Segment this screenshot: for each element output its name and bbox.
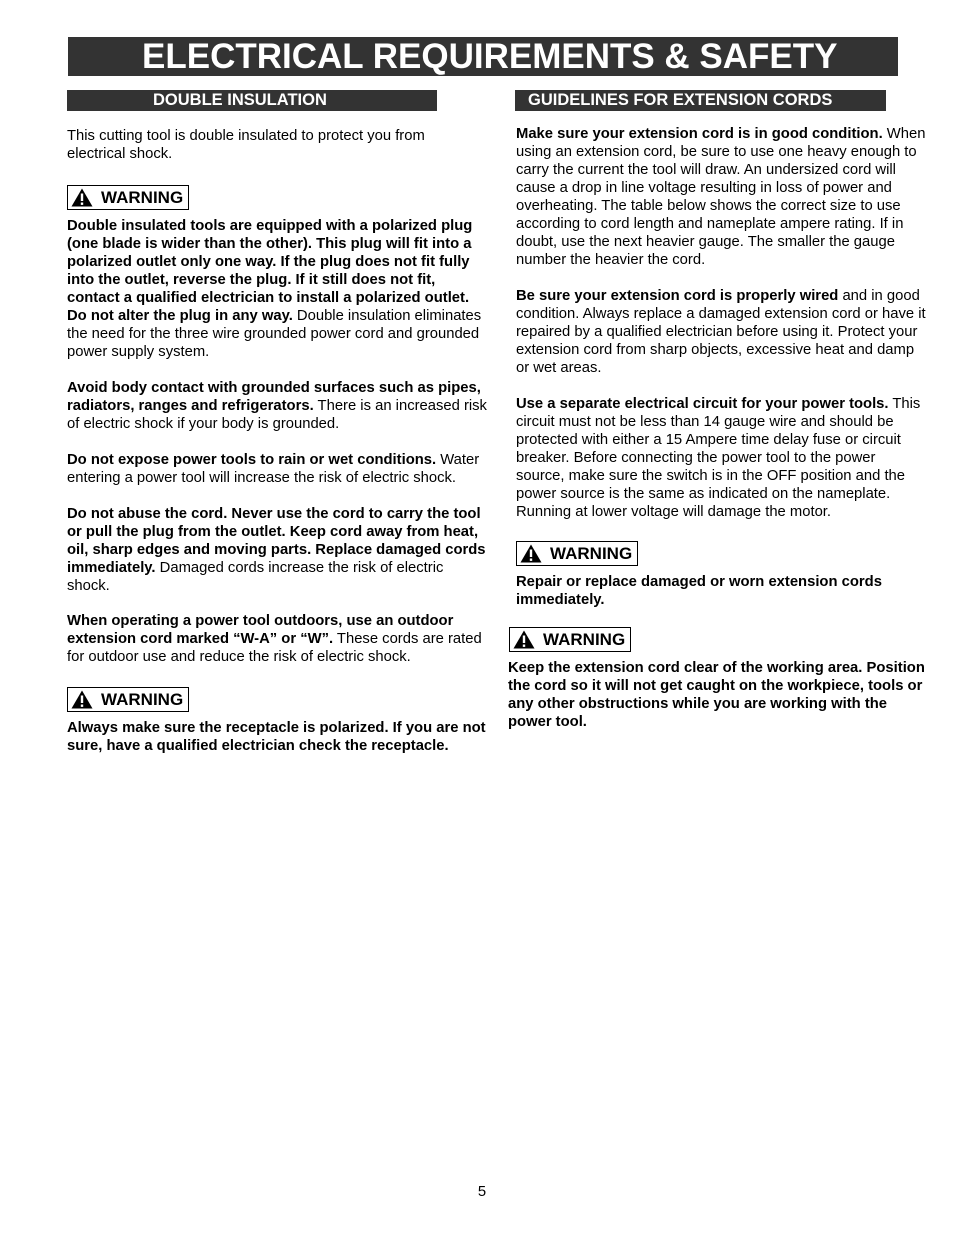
warning-label-text: WARNING xyxy=(550,544,633,563)
page-title: ELECTRICAL REQUIREMENTS & SAFETY xyxy=(68,37,898,76)
separate-circuit-bold: Use a separate electrical circuit for your power tools. xyxy=(516,396,889,412)
warning-triangle-icon xyxy=(71,690,93,709)
polarized-plug-text: Double insulation eliminates the need for the three wire grounded power cord and grounded power supply system. xyxy=(67,308,482,360)
damaged-cords-warning-text: Repair or replace damaged or worn extension cords immediately. xyxy=(516,574,882,608)
outdoor-cord-bold: When operating a power tool outdoors, use an outdoor extension cord marked “W-A” or “W”. xyxy=(67,613,454,647)
warning-label-text: WARNING xyxy=(543,630,626,649)
polarized-plug-paragraph xyxy=(67,217,487,361)
warning-label-box xyxy=(516,541,638,566)
outdoor-cord-text: These cords are rated for outdoor use and reduce the risk of electric shock. xyxy=(67,631,482,665)
cord-clear-warning-text: Keep the extension cord clear of the working area. Position the cord so it will not get caught on the workpiece, tools or any other obstructions while you are working with the power tool. xyxy=(508,660,925,730)
cord-condition-bold: Make sure your extension cord is in good condition. xyxy=(516,126,883,142)
cord-abuse-paragraph xyxy=(67,505,487,595)
warning-triangle-icon xyxy=(513,630,535,649)
cord-wiring-bold: Be sure your extension cord is properly wired xyxy=(516,288,839,304)
grounded-surfaces-paragraph xyxy=(67,379,487,433)
cord-condition-paragraph xyxy=(516,125,928,269)
outdoor-cord-paragraph xyxy=(67,612,487,666)
cord-wiring-text: and in good condition. Always replace a damaged extension cord or have it repaired by a qualified electrician before using it. Protect your extension cord from sharp objects, excessive heat and damp or wet areas. xyxy=(516,288,926,376)
warning-label-text: WARNING xyxy=(101,188,184,207)
wet-conditions-paragraph xyxy=(67,451,487,487)
extension-cords-heading: GUIDELINES FOR EXTENSION CORDS xyxy=(515,90,886,111)
warning-label-box xyxy=(67,687,189,712)
cord-abuse-bold: Do not abuse the cord. Never use the cord to carry the tool or pull the plug from the outlet. Keep cord away from heat, oil, sharp edges and moving parts. Replace damaged cords immediately. xyxy=(67,506,486,576)
right-column xyxy=(508,125,928,731)
warning-label-box xyxy=(509,627,631,652)
polarized-plug-bold: Double insulated tools are equipped with a polarized plug (one blade is wider than the other). This plug will fit into a polarized outlet only one way. If the plug does not fit fully into the outlet, reverse the plug. If it still does not fit, contact a qualified electrician to install a polarized outlet. Do not alter the plug in any way. xyxy=(67,218,473,324)
warning-triangle-icon xyxy=(71,188,93,207)
separate-circuit-text: This circuit must not be less than 14 gauge wire and should be protected with either a 15 Ampere time delay fuse or circuit breaker. Before connecting the power tool to the power source, make sure the switch is in the OFF position and the power source is the same as indicated on the nameplate. Running at lower voltage will damage the motor. xyxy=(516,396,921,520)
page-number: 5 xyxy=(477,1184,487,1200)
cord-condition-text: When using an extension cord, be sure to use one heavy enough to carry the current the tool will draw. An undersized cord will cause a drop in line voltage resulting in loss of power and overheating. The table below shows the correct size to use according to cord length and nameplate ampere rating. If in doubt, use the next heavier gauge. The smaller the gauge number the heavier the cord. xyxy=(516,126,926,268)
left-column xyxy=(67,127,487,755)
double-insulation-heading: DOUBLE INSULATION xyxy=(67,90,437,111)
wet-conditions-bold: Do not expose power tools to rain or wet conditions. xyxy=(67,452,437,468)
warning-triangle-icon xyxy=(520,544,542,563)
grounded-surfaces-bold: Avoid body contact with grounded surfaces such as pipes, radiators, ranges and refrigerators. xyxy=(67,380,481,414)
receptacle-warning-text: Always make sure the receptacle is polarized. If you are not sure, have a qualified electrician check the receptacle. xyxy=(67,720,486,754)
intro-paragraph: This cutting tool is double insulated to protect you from electrical shock. xyxy=(67,128,425,162)
wet-conditions-text: Water entering a power tool will increase the risk of electric shock. xyxy=(67,452,480,486)
cord-wiring-paragraph xyxy=(516,287,928,377)
warning-label-box xyxy=(67,185,189,210)
grounded-surfaces-text: There is an increased risk of electric shock if your body is grounded. xyxy=(67,398,487,432)
cord-abuse-text: Damaged cords increase the risk of electric shock. xyxy=(67,560,444,594)
separate-circuit-paragraph xyxy=(516,395,928,521)
warning-label-text: WARNING xyxy=(101,690,184,709)
